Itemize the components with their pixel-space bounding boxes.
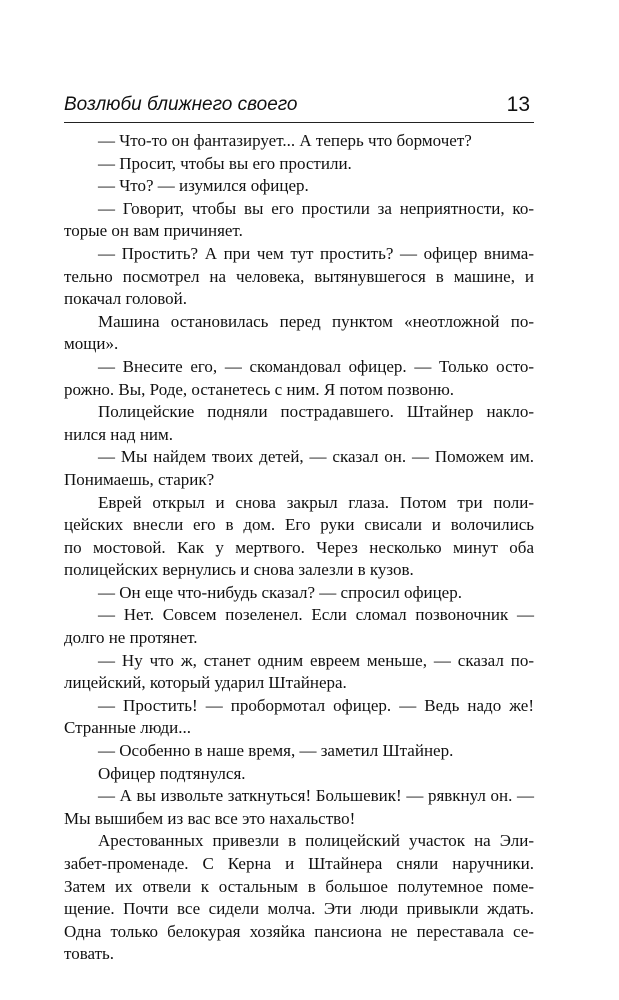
text-line: Арестованных привезли в полицейский участок на Эли- [98,831,534,851]
text-line: Странные люди... [64,718,192,738]
text-line: — Что? — изумился офицер. [98,176,309,196]
text-line: Затем их отвели к остальным в большое полутемное поме- [64,876,534,896]
text-line: — Внесите его, — скомандовал офицер. — Только осто- [98,356,534,376]
text-line: тельно посмотрел на человека, вытянувшегося в машине, и [64,266,534,286]
text-line: — Что-то он фантазирует... А теперь что бормочет? [98,131,472,150]
text-line: Одна только белокурая хозяйка пансиона не переставала се- [64,921,534,941]
text-line: торые он вам причиняет. [64,221,243,241]
text-line: лицейский, который ударил Штайнера. [64,673,347,693]
text-line: забет-променаде. С Керна и Штайнера сняли наручники. [64,854,534,873]
text-line: полицейских вернулись и снова залезли в кузов. [64,560,414,580]
body-text [64,130,534,966]
page-number: 13 [506,93,530,116]
text-line: — Он еще что-нибудь сказал? — спросил офицер. [98,582,462,602]
text-line: Офицер подтянулся. [98,763,246,783]
text-line: долго не протянет. [64,628,198,648]
text-line: по мостовой. Как у мертвого. Через несколько минут оба [64,537,534,557]
text-line: Мы вышибем из вас все это нахальство! [64,808,356,828]
text-line: мощи». [64,334,119,354]
text-line: Еврей открыл и снова закрыл глаза. Потом три поли- [98,492,534,512]
text-line: — Мы найдем твоих детей, — сказал он. — Поможем им. [98,447,534,467]
text-line: Машина остановилась перед пунктом «неотложной по- [98,311,534,331]
text-line: — Просит, чтобы вы его простили. [98,153,352,173]
text-line: цейских внесли его в дом. Его руки свисали и волочились [64,515,534,535]
text-line: — Говорит, чтобы вы его простили за неприятности, ко- [98,198,534,218]
text-line: — Особенно в наше время, — заметил Штайнер. [98,741,454,761]
text-line: товать. [64,944,115,964]
text-line: Понимаешь, старик? [64,469,215,489]
text-line: нился над ним. [64,424,174,444]
text-line: покачал головой. [64,289,188,309]
text-line: щение. Почти все сидели молча. Эти люди привыкли ждать. [64,899,534,919]
text-line: — Ну что ж, станет одним евреем меньше, — сказал по- [98,650,534,670]
text-line: рожно. Вы, Роде, останетесь с ним. Я потом позвоню. [64,379,455,399]
text-line: — Нет. Совсем позеленел. Если сломал позвоночник — [98,605,534,625]
page-header [64,92,534,123]
running-title: Возлюби ближнего своего [64,94,298,115]
text-line: — Простить! — пробормотал офицер. — Ведь надо же! [98,695,534,715]
text-line: — Простить? А при чем тут простить? — офицер внима- [98,243,534,263]
text-line: — А вы извольте заткнуться! Большевик! — рявкнул он. — [98,786,534,806]
text-line: Полицейские подняли пострадавшего. Штайнер накло- [98,402,534,422]
